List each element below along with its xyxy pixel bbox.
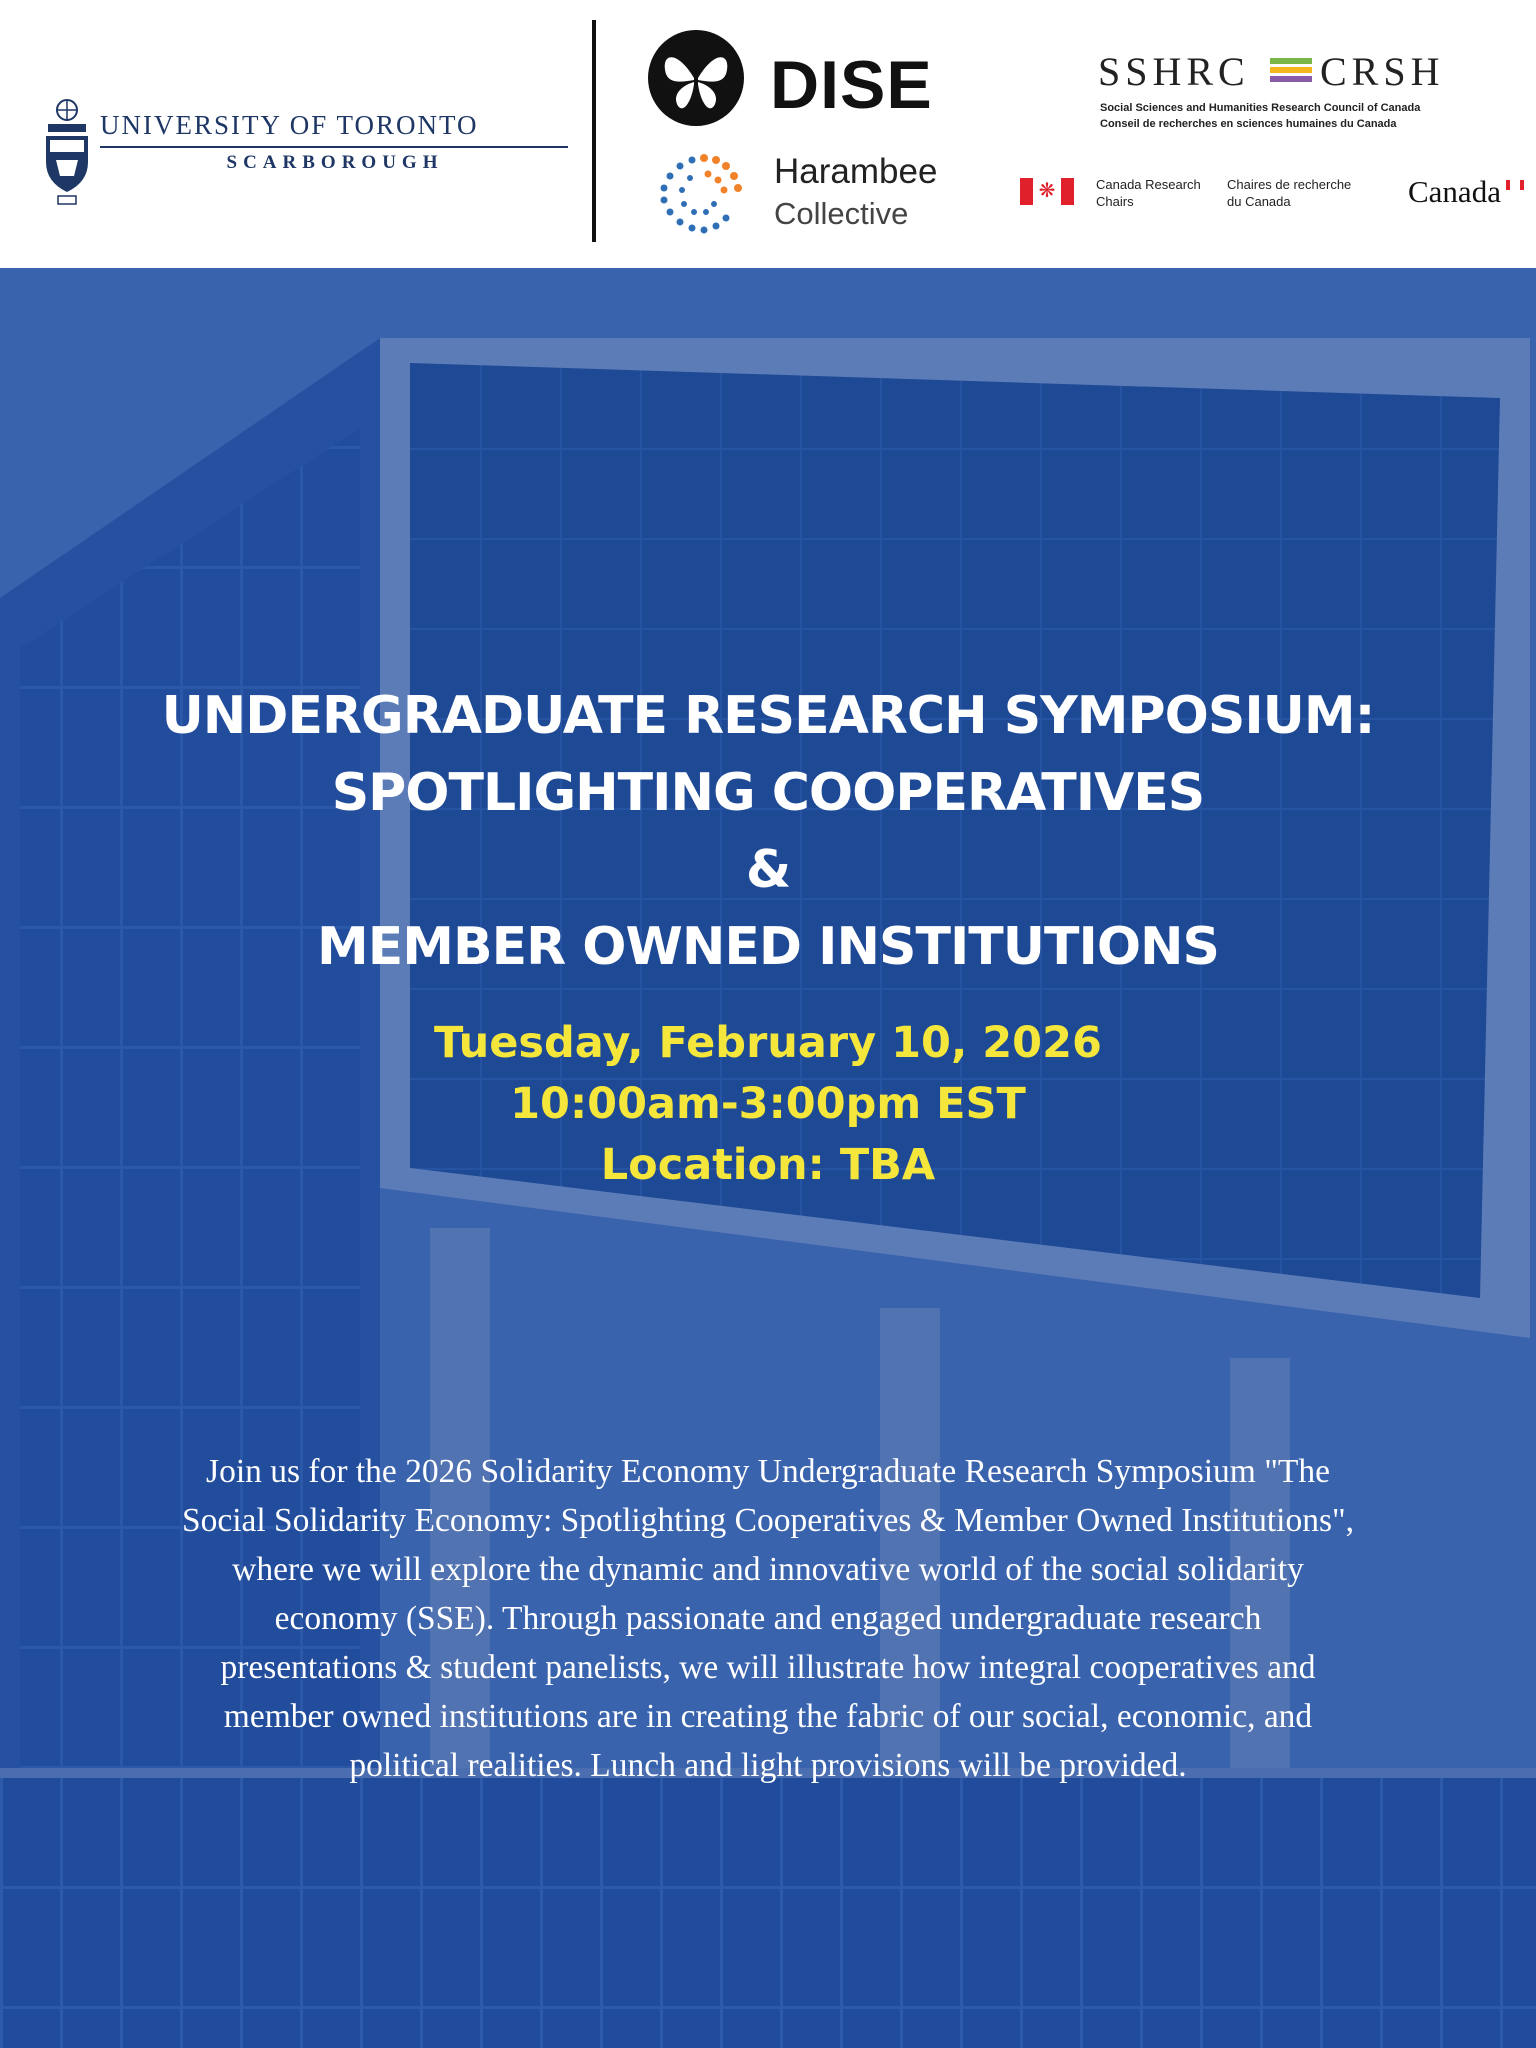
hero-section	[0, 268, 1536, 2048]
title-line-1: UNDERGRADUATE RESEARCH SYMPOSIUM:	[161, 686, 1375, 746]
sshrc-bar-green	[1270, 58, 1312, 64]
sshrc-bar-purple	[1270, 76, 1312, 82]
canada-wordmark: Canada	[1408, 174, 1526, 214]
dot-spiral-icon	[646, 148, 756, 236]
sshrc-english-name: Social Sciences and Humanities Research Council of Canada	[1100, 102, 1421, 114]
event-description	[68, 1447, 1468, 1790]
crc-english: Canada Research Chairs	[1096, 177, 1201, 209]
description-line: Join us for the 2026 Solidarity Economy Undergraduate Research Symposium "The	[206, 1453, 1330, 1490]
description-line: member owned institutions are in creating the fabric of our social, economic, and	[223, 1698, 1313, 1735]
uoft-rule	[100, 146, 568, 148]
description-line: economy (SSE). Through passionate and engaged undergraduate research	[274, 1600, 1262, 1637]
sshrc-french-name: Conseil de recherches en sciences humaines du Canada	[1100, 118, 1397, 130]
harambee-word: Harambee	[774, 152, 938, 191]
event-time: 10:00am-3:00pm EST	[510, 1079, 1026, 1129]
uoft-crest-icon	[40, 96, 94, 208]
title-line-2: SPOTLIGHTING COOPERATIVES	[331, 763, 1205, 823]
collective-word: Collective	[774, 196, 909, 231]
crsh-acronym: CRSH	[1320, 49, 1445, 94]
sshrc-color-bars	[1270, 58, 1312, 84]
mini-flag-icon	[1506, 180, 1524, 190]
title-ampersand: &	[745, 840, 791, 900]
sshrc-bar-yellow	[1270, 67, 1312, 73]
dise-logo	[646, 28, 946, 133]
title-line-4: MEMBER OWNED INSTITUTIONS	[316, 917, 1219, 977]
dise-wordmark: DISE	[770, 47, 933, 123]
event-location: Location: TBA	[600, 1140, 936, 1190]
canadian-flag-icon: ❋	[1020, 178, 1074, 205]
uoft-campus: SCARBOROUGH	[226, 152, 444, 173]
event-details	[168, 1013, 1368, 1196]
description-line: where we will explore the dynamic and innovative world of the social solidarity	[232, 1551, 1304, 1588]
crc-french: Chaires de recherche du Canada	[1227, 177, 1352, 209]
description-line: presentations & student panelists, we will illustrate how integral cooperatives and	[220, 1649, 1316, 1686]
logo-header	[0, 0, 1536, 268]
sshrc-acronym: SSHRC	[1098, 49, 1250, 94]
uoft-name: UNIVERSITY OF TORONTO	[100, 110, 479, 140]
butterfly-icon	[646, 28, 746, 128]
harambee-logo	[646, 148, 976, 243]
uoft-scarborough-logo	[40, 96, 540, 216]
event-date: Tuesday, February 10, 2026	[434, 1018, 1102, 1068]
event-title	[68, 678, 1468, 986]
sshrc-crsh-logo	[1098, 48, 1518, 138]
description-line: Social Solidarity Economy: Spotlighting Cooperatives & Member Owned Institutions",	[181, 1502, 1355, 1539]
header-divider	[592, 20, 596, 242]
description-line: political realities. Lunch and light provisions will be provided.	[349, 1747, 1187, 1784]
